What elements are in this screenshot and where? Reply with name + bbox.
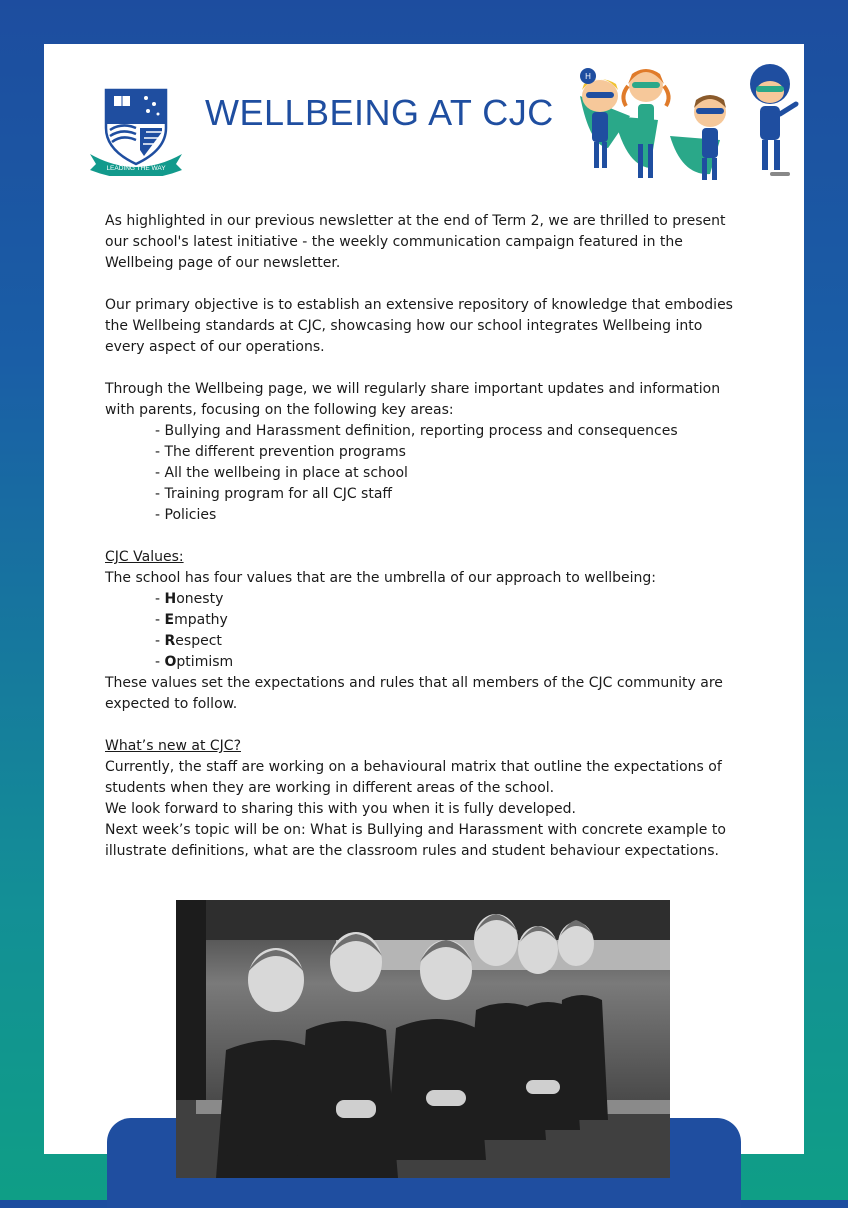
values-closing: These values set the expectations and rules that all members of the CJC community are expected to follow. [105,675,723,712]
news-line: We look forward to sharing this with you when it is fully developed. [105,801,576,817]
values-intro: The school has four values that are the umbrella of our approach to wellbeing: [105,570,657,586]
superhero-kids-illustration [570,56,806,188]
intro-paragraph-2: Our primary objective is to establish an extensive repository of knowledge that embodies the Wellbeing standards at CJC, showcasing how our school integrates Wellbeing into every aspect of our operations. [105,297,733,355]
intro-paragraph-3: Through the Wellbeing page, we will regularly share important updates and information with parents, focusing on the following key areas: [105,381,721,418]
news-heading: What’s new at CJC? [105,738,241,754]
list-item: - Training program for all CJC staff [155,486,393,502]
students-photo [176,900,670,1178]
crest-motto: LEADING THE WAY [106,165,166,172]
intro-paragraph-1: As highlighted in our previous newsletter at the end of Term 2, we are thrilled to present our school's latest initiative - the weekly communication campaign featured in the Wellbeing page of our newsletter. [105,213,726,271]
key-areas-list [105,421,745,526]
article-body [105,211,745,862]
list-item: - Policies [155,507,217,523]
value-item-honesty: - Honesty [155,591,224,607]
value-item-respect: - Respect [155,633,222,649]
value-item-optimism: - Optimism [155,654,234,670]
news-line: Currently, the staff are working on a behavioural matrix that outline the expectations of students when they are working in different areas of the school. [105,759,722,796]
values-list [105,589,745,673]
school-crest-logo [88,84,184,176]
news-line: Next week’s topic will be on: What is Bullying and Harassment with concrete example to illustrate definitions, what are the classroom rules and student behaviour expectations. [105,822,726,859]
values-heading: CJC Values: [105,549,184,565]
list-item: - All the wellbeing in place at school [155,465,408,481]
list-item: - The different prevention programs [155,444,406,460]
svg-text:H: H [585,72,591,81]
page-title: WELLBEING AT CJC [205,92,554,133]
list-item: - Bullying and Harassment definition, reporting process and consequences [155,423,678,439]
value-item-empathy: - Empathy [155,612,228,628]
